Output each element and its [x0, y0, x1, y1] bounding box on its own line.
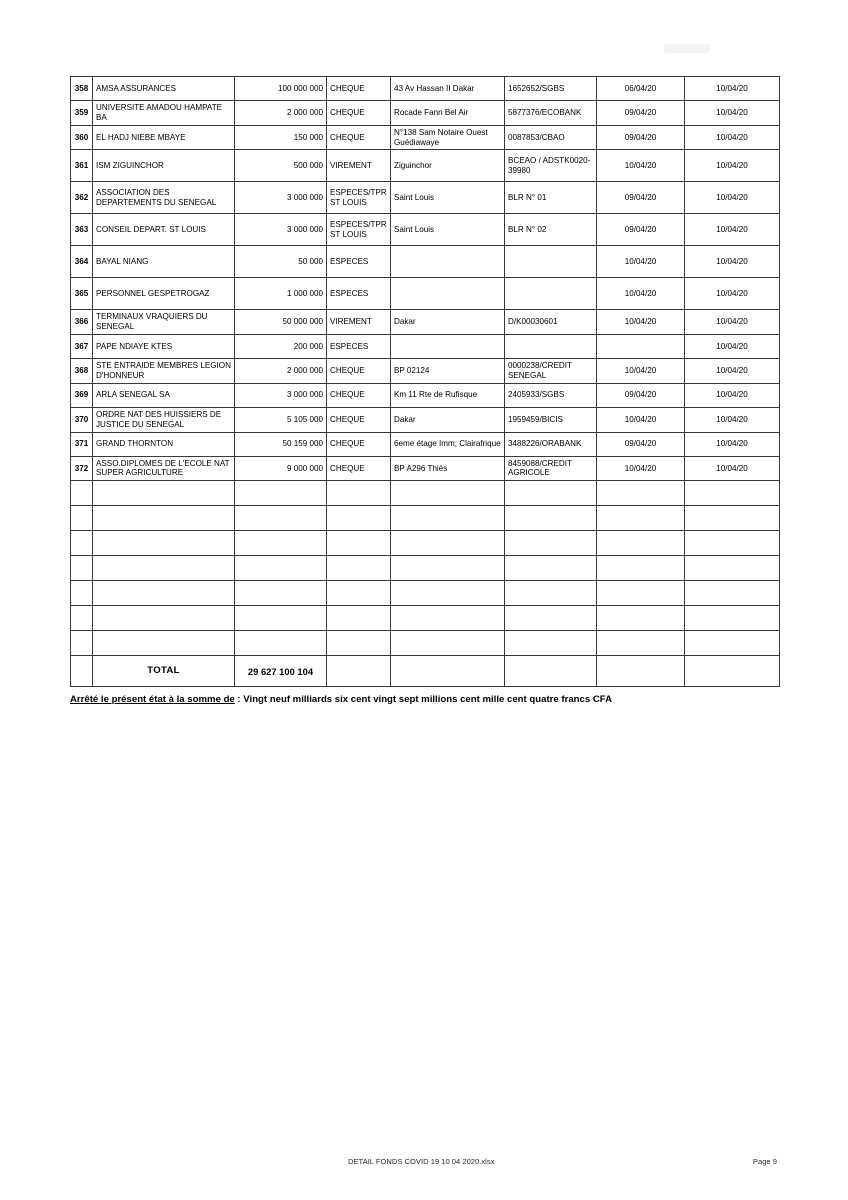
cell-beneficiary: ARLA SENEGAL SA	[93, 383, 235, 407]
cell-address: Rocade Fann Bel Air	[391, 101, 505, 126]
cell-row-number: 371	[71, 432, 93, 456]
cell-date-paid: 10/04/20	[685, 335, 780, 359]
cell-empty	[685, 556, 780, 581]
cell-empty	[71, 481, 93, 506]
cell-account: BLR N° 01	[505, 182, 597, 214]
cell-account: 0087853/CBAO	[505, 125, 597, 150]
cell-date-issued: 10/04/20	[597, 407, 685, 432]
table-row	[71, 214, 780, 246]
cell-date-paid: 10/04/20	[685, 383, 780, 407]
total-blank-mode	[327, 656, 391, 687]
cell-empty	[235, 631, 327, 656]
closing-statement-amount-words: Vingt neuf milliards six cent vingt sept millions cent mille cent quatre francs CFA	[243, 694, 613, 705]
cell-empty	[71, 506, 93, 531]
cell-account: D/K00030601	[505, 310, 597, 335]
cell-date-paid: 10/04/20	[685, 456, 780, 481]
table-row-empty	[71, 531, 780, 556]
cell-empty	[71, 606, 93, 631]
cell-payment-mode: ESPECES/TPR ST LOUIS	[327, 214, 391, 246]
cell-amount: 50 000	[235, 246, 327, 278]
cell-account: 3488226/ORABANK	[505, 432, 597, 456]
cell-amount: 9 000 000	[235, 456, 327, 481]
cell-payment-mode: CHEQUE	[327, 407, 391, 432]
cell-date-paid: 10/04/20	[685, 214, 780, 246]
cell-empty	[235, 531, 327, 556]
cell-amount: 150 000	[235, 125, 327, 150]
cell-account: 0000238/CREDIT SENEGAL	[505, 359, 597, 384]
table-row	[71, 335, 780, 359]
payments-table	[70, 76, 780, 687]
cell-address: BP 02124	[391, 359, 505, 384]
closing-statement-separator: :	[234, 694, 244, 705]
cell-date-issued: 09/04/20	[597, 125, 685, 150]
cell-account: 5877376/ECOBANK	[505, 101, 597, 126]
cell-address: BP A296 Thiès	[391, 456, 505, 481]
cell-empty	[93, 506, 235, 531]
cell-address: Dakar	[391, 310, 505, 335]
cell-payment-mode: ESPECES	[327, 278, 391, 310]
cell-empty	[327, 606, 391, 631]
cell-empty	[685, 481, 780, 506]
table-row	[71, 125, 780, 150]
cell-date-issued: 10/04/20	[597, 456, 685, 481]
cell-date-paid: 10/04/20	[685, 310, 780, 335]
cell-empty	[505, 581, 597, 606]
page-footer	[70, 1157, 779, 1166]
total-blank-d2	[685, 656, 780, 687]
cell-date-paid: 10/04/20	[685, 432, 780, 456]
cell-beneficiary: ORDRE NAT DES HUISSIERS DE JUSTICE DU SENEGAL	[93, 407, 235, 432]
cell-date-paid: 10/04/20	[685, 278, 780, 310]
cell-empty	[391, 481, 505, 506]
cell-address	[391, 335, 505, 359]
cell-date-issued: 09/04/20	[597, 214, 685, 246]
cell-address: Saint Louis	[391, 214, 505, 246]
cell-empty	[235, 481, 327, 506]
cell-payment-mode: CHEQUE	[327, 456, 391, 481]
cell-empty	[93, 556, 235, 581]
total-blank-d1	[597, 656, 685, 687]
closing-statement	[70, 692, 710, 709]
cell-empty	[327, 506, 391, 531]
cell-empty	[235, 606, 327, 631]
cell-date-issued: 06/04/20	[597, 77, 685, 101]
table-row	[71, 383, 780, 407]
cell-row-number: 362	[71, 182, 93, 214]
cell-empty	[327, 631, 391, 656]
table-row-empty	[71, 606, 780, 631]
table-row-empty	[71, 581, 780, 606]
cell-address: Dakar	[391, 407, 505, 432]
cell-amount: 5 105 000	[235, 407, 327, 432]
cell-empty	[505, 631, 597, 656]
cell-address: 6eme étage Imm; Clairafrique	[391, 432, 505, 456]
table-row	[71, 182, 780, 214]
table-row	[71, 359, 780, 384]
cell-empty	[685, 606, 780, 631]
cell-row-number: 361	[71, 150, 93, 182]
cell-date-paid: 10/04/20	[685, 125, 780, 150]
cell-payment-mode: CHEQUE	[327, 432, 391, 456]
cell-address	[391, 278, 505, 310]
cell-payment-mode: VIREMENT	[327, 310, 391, 335]
table-row-empty	[71, 556, 780, 581]
cell-amount: 3 000 000	[235, 214, 327, 246]
cell-account	[505, 335, 597, 359]
cell-beneficiary: AMSA ASSURANCES	[93, 77, 235, 101]
payments-table-body	[71, 77, 780, 687]
cell-empty	[685, 631, 780, 656]
cell-date-paid: 10/04/20	[685, 182, 780, 214]
cell-empty	[71, 531, 93, 556]
cell-empty	[93, 581, 235, 606]
cell-beneficiary: UNIVERSITE AMADOU HAMPATE BA	[93, 101, 235, 126]
cell-beneficiary: ASSOCIATION DES DEPARTEMENTS DU SENEGAL	[93, 182, 235, 214]
cell-date-issued: 10/04/20	[597, 278, 685, 310]
cell-beneficiary: GRAND THORNTON	[93, 432, 235, 456]
total-blank-addr	[391, 656, 505, 687]
table-row	[71, 150, 780, 182]
cell-account	[505, 278, 597, 310]
cell-empty	[597, 481, 685, 506]
cell-beneficiary: TERMINAUX VRAQUIERS DU SENEGAL	[93, 310, 235, 335]
cell-empty	[391, 606, 505, 631]
cell-date-issued: 10/04/20	[597, 310, 685, 335]
table-row-empty	[71, 506, 780, 531]
cell-beneficiary: BAYAL NIANG	[93, 246, 235, 278]
cell-empty	[391, 631, 505, 656]
total-blank-acct	[505, 656, 597, 687]
cell-beneficiary: PERSONNEL GESPETROGAZ	[93, 278, 235, 310]
cell-empty	[93, 481, 235, 506]
cell-account: 8459088/CREDIT AGRICOLE	[505, 456, 597, 481]
cell-empty	[505, 481, 597, 506]
cell-account: BCEAO / ADSTK0020-39980	[505, 150, 597, 182]
cell-empty	[597, 606, 685, 631]
table-row	[71, 101, 780, 126]
cell-account: 2405933/SGBS	[505, 383, 597, 407]
cell-date-issued: 10/04/20	[597, 246, 685, 278]
cell-empty	[505, 606, 597, 631]
cell-beneficiary: ASSO.DIPLOMES DE L'ECOLE NAT SUPER AGRICULTURE	[93, 456, 235, 481]
cell-address: Ziguinchor	[391, 150, 505, 182]
cell-empty	[505, 556, 597, 581]
payments-table-container	[70, 76, 779, 687]
table-row	[71, 310, 780, 335]
cell-address: Km 11 Rte de Rufisque	[391, 383, 505, 407]
cell-payment-mode: ESPECES	[327, 246, 391, 278]
cell-account	[505, 246, 597, 278]
table-row	[71, 246, 780, 278]
cell-beneficiary: PAPE NDIAYE KTES	[93, 335, 235, 359]
cell-empty	[93, 531, 235, 556]
cell-empty	[327, 581, 391, 606]
cell-empty	[391, 556, 505, 581]
cell-date-paid: 10/04/20	[685, 101, 780, 126]
cell-payment-mode: VIREMENT	[327, 150, 391, 182]
cell-amount: 3 000 000	[235, 383, 327, 407]
table-row-empty	[71, 631, 780, 656]
cell-amount: 50 159 000	[235, 432, 327, 456]
cell-payment-mode: CHEQUE	[327, 101, 391, 126]
footer-file-name: DETAIL FONDS COVID 19 10 04 2020.xlsx	[348, 1157, 495, 1166]
cell-row-number: 369	[71, 383, 93, 407]
cell-row-number: 370	[71, 407, 93, 432]
cell-date-issued: 09/04/20	[597, 383, 685, 407]
cell-account: 1959459/BICIS	[505, 407, 597, 432]
cell-row-number: 358	[71, 77, 93, 101]
cell-empty	[71, 556, 93, 581]
cell-date-issued: 10/04/20	[597, 359, 685, 384]
cell-address: 43 Av Hassan II Dakar	[391, 77, 505, 101]
total-blank-no	[71, 656, 93, 687]
cell-amount: 2 000 000	[235, 359, 327, 384]
cell-beneficiary: ISM ZIGUINCHOR	[93, 150, 235, 182]
cell-address: Saint Louis	[391, 182, 505, 214]
cell-row-number: 359	[71, 101, 93, 126]
cell-date-issued: 09/04/20	[597, 432, 685, 456]
cell-empty	[597, 531, 685, 556]
cell-empty	[685, 506, 780, 531]
cell-payment-mode: CHEQUE	[327, 383, 391, 407]
cell-empty	[597, 581, 685, 606]
cell-amount: 500 000	[235, 150, 327, 182]
cell-beneficiary: EL HADJ NIEBE MBAYE	[93, 125, 235, 150]
cell-empty	[71, 581, 93, 606]
cell-amount: 100 000 000	[235, 77, 327, 101]
cell-row-number: 372	[71, 456, 93, 481]
cell-empty	[597, 506, 685, 531]
cell-account: 1652652/SGBS	[505, 77, 597, 101]
cell-amount: 2 000 000	[235, 101, 327, 126]
cell-empty	[685, 531, 780, 556]
cell-beneficiary: CONSEIL DEPART. ST LOUIS	[93, 214, 235, 246]
cell-beneficiary: STE ENTRAIDE MEMBRES LEGION D'HONNEUR	[93, 359, 235, 384]
cell-empty	[235, 506, 327, 531]
cell-empty	[235, 581, 327, 606]
cell-amount: 1 000 000	[235, 278, 327, 310]
cell-row-number: 363	[71, 214, 93, 246]
cell-date-paid: 10/04/20	[685, 407, 780, 432]
cell-date-issued: 09/04/20	[597, 101, 685, 126]
cell-row-number: 365	[71, 278, 93, 310]
cell-payment-mode: ESPECES/TPR ST LOUIS	[327, 182, 391, 214]
cell-empty	[327, 481, 391, 506]
cell-payment-mode: CHEQUE	[327, 359, 391, 384]
footer-page-number: Page 9	[752, 1157, 777, 1166]
cell-row-number: 364	[71, 246, 93, 278]
cell-row-number: 366	[71, 310, 93, 335]
cell-empty	[235, 556, 327, 581]
total-amount: 29 627 100 104	[235, 656, 327, 687]
cell-date-issued: 10/04/20	[597, 150, 685, 182]
cell-payment-mode: ESPECES	[327, 335, 391, 359]
cell-empty	[505, 506, 597, 531]
cell-row-number: 360	[71, 125, 93, 150]
cell-payment-mode: CHEQUE	[327, 77, 391, 101]
cell-empty	[597, 631, 685, 656]
cell-date-paid: 10/04/20	[685, 246, 780, 278]
scan-artifact	[664, 44, 710, 53]
cell-empty	[93, 606, 235, 631]
cell-empty	[327, 531, 391, 556]
table-total-row	[71, 656, 780, 687]
cell-date-paid: 10/04/20	[685, 359, 780, 384]
cell-date-paid: 10/04/20	[685, 77, 780, 101]
cell-amount: 50 000 000	[235, 310, 327, 335]
cell-address	[391, 246, 505, 278]
cell-row-number: 367	[71, 335, 93, 359]
cell-empty	[597, 556, 685, 581]
table-row	[71, 432, 780, 456]
table-row	[71, 407, 780, 432]
total-label: TOTAL	[93, 656, 235, 687]
closing-statement-lead: Arrêté le présent état à la somme de	[70, 694, 235, 705]
cell-amount: 200 000	[235, 335, 327, 359]
cell-empty	[505, 531, 597, 556]
cell-empty	[391, 506, 505, 531]
table-row	[71, 456, 780, 481]
cell-empty	[391, 531, 505, 556]
cell-payment-mode: CHEQUE	[327, 125, 391, 150]
cell-empty	[685, 581, 780, 606]
cell-account: BLR N° 02	[505, 214, 597, 246]
table-row-empty	[71, 481, 780, 506]
cell-date-paid: 10/04/20	[685, 150, 780, 182]
table-row	[71, 278, 780, 310]
cell-date-issued: 09/04/20	[597, 182, 685, 214]
cell-date-issued	[597, 335, 685, 359]
cell-empty	[71, 631, 93, 656]
cell-row-number: 368	[71, 359, 93, 384]
cell-empty	[391, 581, 505, 606]
table-row	[71, 77, 780, 101]
cell-empty	[327, 556, 391, 581]
cell-empty	[93, 631, 235, 656]
cell-address: N°138 Sam Notaire Ouest Guédiawaye	[391, 125, 505, 150]
cell-amount: 3 000 000	[235, 182, 327, 214]
